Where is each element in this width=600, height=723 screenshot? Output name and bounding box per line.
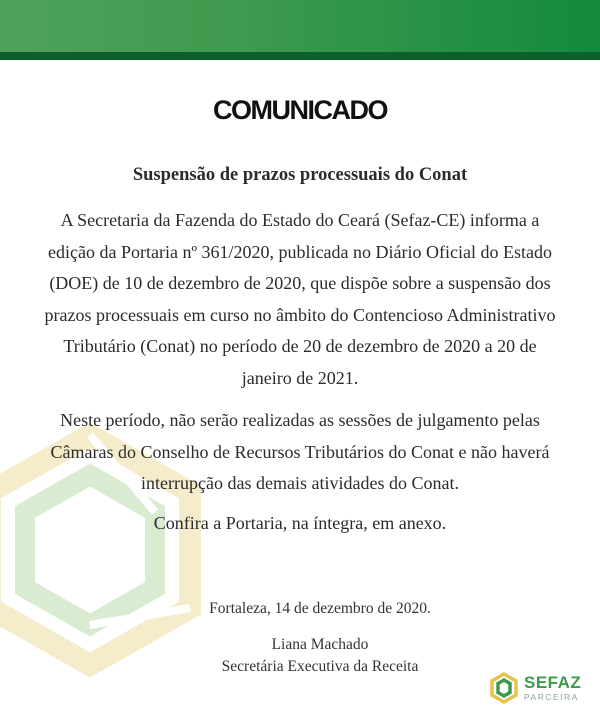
page-title: COMUNICADO [213, 95, 387, 125]
paragraph-period-details: Neste período, não serão realizadas as sessões de julgamento pelas Câmaras do Conselho de Recursos Tributários do Conat e não haverá interrupção das demais atividades do Conat. [50, 410, 550, 493]
logo-main-text: SEFAZ [524, 673, 582, 693]
signature-place-date: Fortaleza, 14 de dezembro de 2020. [209, 600, 431, 617]
sefaz-logo [488, 668, 593, 708]
header-green-bar [0, 0, 600, 52]
signature-role: Secretária Executiva da Receita [221, 658, 419, 675]
header-dark-stripe [0, 52, 600, 60]
signature-name: Liana Machado [271, 636, 369, 653]
paragraph-announcement: A Secretaria da Fazenda do Estado do Ceará (Sefaz-CE) informa a edição da Portaria nº 361/2020, publicada no Diário Oficial do Estado (DOE) de 10 de dezembro de 2020, que dispõe sobre a suspensão dos prazos processuais em curso no âmbito do Contencioso Administrativo Tributário (Conat) no período de 20 de dezembro de 2020 a 20 de janeiro de 2021. [44, 210, 556, 388]
page-subtitle: Suspensão de prazos processuais do Conat [132, 165, 468, 185]
sefaz-hexagon-logo-icon [488, 672, 520, 704]
logo-sub-text: PARCEIRA [524, 692, 579, 703]
paragraph-attachment-note: Confira a Portaria, na íntegra, em anexo. [153, 513, 447, 533]
